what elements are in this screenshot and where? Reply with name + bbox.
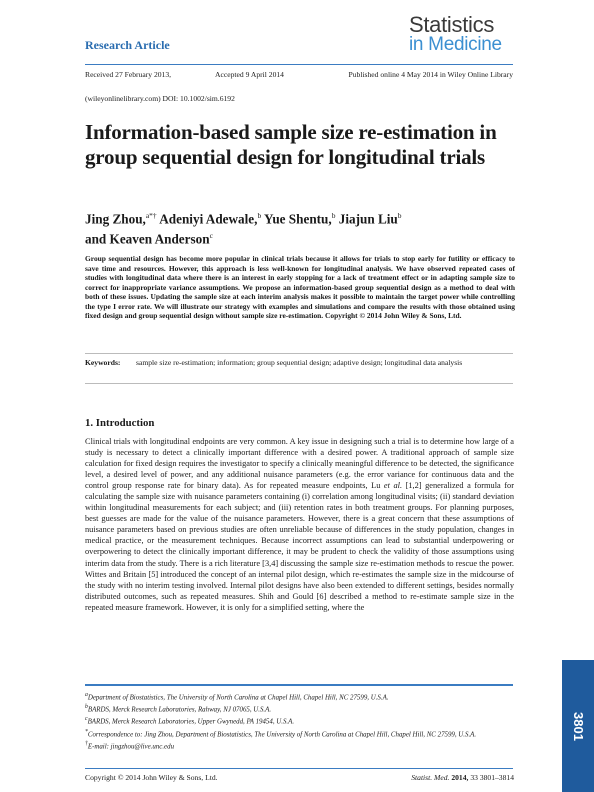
footnote-item bbox=[85, 728, 515, 740]
received-date: Received 27 February 2013, bbox=[85, 70, 172, 79]
author-name: Jing Zhou, bbox=[85, 211, 146, 227]
footnote-text: Correspondence to: Jing Zhou, Department of Biostatistics, The University of North Carolina at Chapel Hill, Chapel Hill, NC 27599, U.S.A. bbox=[87, 730, 477, 738]
footnote-item bbox=[85, 740, 515, 752]
author-affiliation-mark: b bbox=[257, 211, 262, 220]
author-affiliation-mark: a*† bbox=[145, 211, 157, 220]
footnote-rule bbox=[85, 684, 513, 686]
footnotes bbox=[85, 691, 515, 752]
page-number-tab-label bbox=[562, 660, 594, 792]
journal-abbrev: Statist. Med. bbox=[411, 773, 450, 782]
body-text-etal: et al. bbox=[383, 481, 403, 491]
author-list bbox=[85, 208, 515, 248]
journal-name-line1: Statistics bbox=[409, 12, 495, 37]
article-type-label: Research Article bbox=[85, 38, 170, 52]
citation-year: 2014, bbox=[451, 773, 469, 782]
author-affiliation-mark: b bbox=[397, 211, 402, 220]
footnote-text: E-mail: jingzhou@live.unc.edu bbox=[87, 743, 175, 751]
keywords-label: Keywords: bbox=[85, 358, 121, 367]
keywords-top-rule bbox=[85, 353, 513, 354]
header-rule bbox=[85, 64, 513, 65]
footnote-item bbox=[85, 715, 515, 727]
copyright-notice: Copyright © 2014 John Wiley & Sons, Ltd. bbox=[85, 773, 218, 782]
author-name: Adeniyi Adewale, bbox=[159, 211, 258, 227]
footnote-text: BARDS, Merck Research Laboratories, Upper Gwynedd, PA 19454, U.S.A. bbox=[87, 718, 295, 726]
body-text-end: [1,2] generalized a formula for calculating the sample size with nuisance parameters containing (i) correlation among longitudinal visits; (ii) standard deviation within longitudinal measurements for each subject; and (iii) retention rates in both treatment groups. For planning purposes, best guesses are made for the value of the nuisance parameters. However, there is a great concern that these assumptions of nuisance parameters based on previous studies are often unreliable because of differences in the study population, changes in medical practice, or the measurement techniques. Because incorrect assumptions can lead to substantial underpowering or overpowering to detect the clinically important difference, it may be prudent to check the validity of those assumptions using interim data from the study. There is a rich literature [3,4] discussing the sample size re-estimation methods to rescue the power. Wittes and Britain [5] introduced the concept of an internal pilot design, which re-estimates the sample size in the midcourse of the study with no interim testing involved. Internal pilot designs have also been extended to different settings, besides normally distributed outcomes, such as repeated measures. Shih and Gould [6] described a method to re-estimate sample size in the repeated measure framework. However, it is only for a simplified setting, where the bbox=[85, 481, 514, 612]
author-name: Jiajun Liu bbox=[338, 211, 398, 227]
published-date: Published online 4 May 2014 in Wiley Online Library bbox=[348, 70, 513, 79]
page-number: 3801 bbox=[570, 711, 586, 741]
keywords-text: sample size re-estimation; information; group sequential design; adaptive design; longitudinal data analysis bbox=[136, 358, 463, 367]
accepted-date: Accepted 9 April 2014 bbox=[215, 70, 284, 79]
footnote-item bbox=[85, 691, 515, 703]
footnote-item bbox=[85, 703, 515, 715]
author-name: Yue Shentu, bbox=[264, 211, 332, 227]
abstract-text: Group sequential design has become more popular in clinical trials because it allows for trials to stop early for futility or efficacy to save time and resources. However, this approach is less well-known for longitudinal analysis. We have observed repeated cases of studies with longitudinal data where there is an interest in early stopping for a lack of treatment effect or in adapting sample size to correct for inappropriate variance assumptions. We propose an information-based group sequential design as a method to deal with both of these issues. Updating the sample size at each interim analysis makes it possible to maintain the target power while controlling the type I error rate. We will illustrate our strategy with examples and simulations and compare the results with those obtained using fixed design and group sequential design without sample size re-estimation. Copyright © 2014 John Wiley & Sons, Ltd. bbox=[85, 254, 515, 321]
footnote-mark: a bbox=[85, 692, 88, 698]
citation-line bbox=[370, 773, 514, 782]
author-name: and Keaven Anderson bbox=[85, 231, 210, 247]
footnote-mark: * bbox=[85, 728, 88, 735]
footnote-text: Department of Biostatistics, The University of North Carolina at Chapel Hill, Chapel Hill, NC 27599, U.S.A. bbox=[87, 694, 389, 702]
footnote-mark: † bbox=[85, 740, 88, 747]
article-title: Information-based sample size re-estimation in group sequential design for longitudinal trials bbox=[85, 120, 497, 169]
body-paragraph bbox=[85, 436, 514, 613]
doi-line: (wileyonlinelibrary.com) DOI: 10.1002/sim.6192 bbox=[85, 94, 235, 103]
journal-name-line2: in Medicine bbox=[409, 34, 502, 55]
section-heading: 1. Introduction bbox=[85, 417, 155, 429]
citation-pages: 33 3801–3814 bbox=[470, 773, 514, 782]
keywords-bottom-rule bbox=[85, 383, 513, 384]
author-affiliation-mark: c bbox=[209, 230, 213, 240]
author-affiliation-mark: b bbox=[331, 211, 336, 220]
footnote-mark: b bbox=[85, 704, 88, 711]
footer-rule bbox=[85, 768, 513, 769]
body-text-start: Clinical trials with longitudinal endpoints are very common. A key issue in designing such a trial is to determine how large of a study is necessary to detect a clinically important difference with a desired power. A traditional approach of sample size calculation for fixed design requires the investigator to specify a clinically meaningful difference to be detected, the significance level, a desired level of power, and any additional nuisance parameters (e.g. the error variance for continuous data and the control group response rate for binary data). As for repeated measure endpoints, Lu bbox=[85, 437, 514, 491]
footnote-text: BARDS, Merck Research Laboratories, Rahway, NJ 07065, U.S.A. bbox=[87, 706, 272, 714]
footnote-mark: c bbox=[85, 716, 88, 723]
